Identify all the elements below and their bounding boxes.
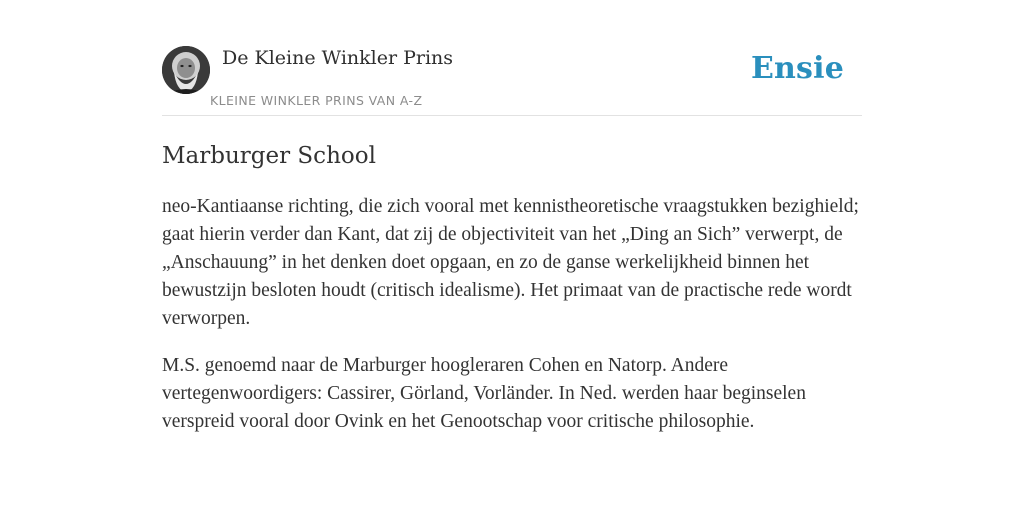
book-subtitle-link[interactable]: KLEINE WINKLER PRINS VAN A-Z — [210, 93, 423, 108]
entry-title: Marburger School — [162, 143, 376, 169]
brand-logo[interactable]: Ensie — [750, 51, 844, 86]
entry-body — [162, 193, 862, 436]
book-title-link[interactable]: De Kleine Winkler Prins — [222, 47, 454, 69]
author-portrait-icon — [162, 46, 210, 94]
page-header — [162, 0, 862, 116]
entry-paragraph: neo-Kantiaanse richting, die zich vooral met kennistheoretische vraagstukken bezighield; gaat hierin verder dan Kant, dat zij de objectiviteit van het „Ding an Sich” verwerpt, de „Anschauung” in het denken doet opgaan, en zo de ganse werkelijkheid binnen het bewustzijn besloten houdt (critisch idealisme). Het primaat van de practische rede wordt verworpen. — [162, 196, 859, 329]
page-container — [162, 0, 862, 455]
author-avatar[interactable] — [162, 46, 210, 94]
entry-paragraph: M.S. genoemd naar de Marburger hoogleraren Cohen en Natorp. Andere vertegenwoordigers: Cassirer, Görland, Vorländer. In Ned. werden haar beginselen verspreid vooral door Ovink en het Genootschap voor critische philosophie. — [162, 355, 806, 432]
